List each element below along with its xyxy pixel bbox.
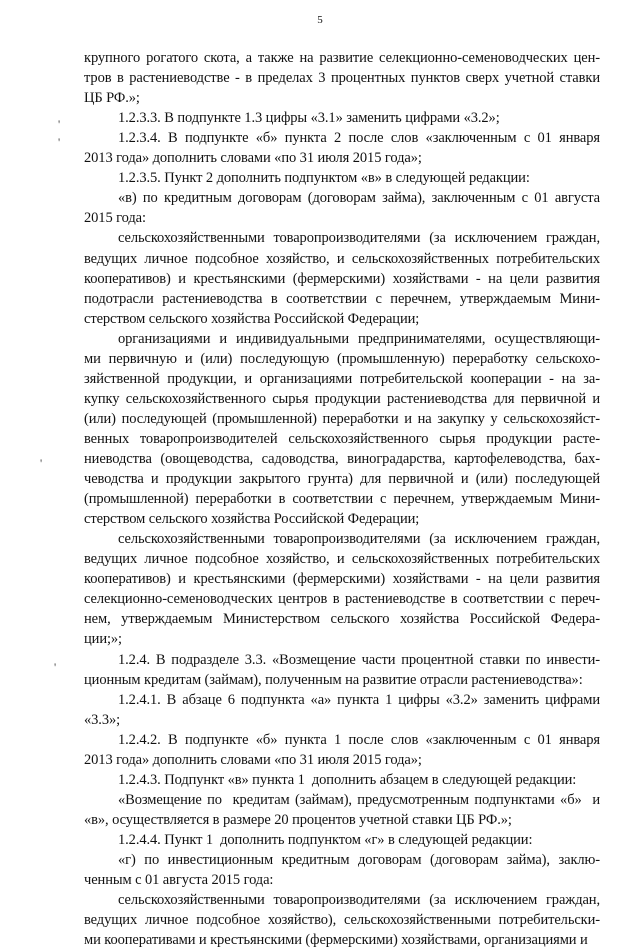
text-line: сельскохозяйственными товаропроизводителями (за исключением граждан, [118, 531, 600, 548]
text-line: 1.2.4.2. В подпункте «б» пункта 1 после слов «заключенным с 01 января [118, 731, 600, 748]
text-line: ниеводства (овощеводства, садоводства, виноградарства, картофелеводства, бах- [84, 451, 600, 467]
text-line: тров в растениеводстве - в пределах 3 процентных пунктов сверх учетной ставки [84, 70, 600, 87]
text-line: 1.2.4.3. Подпункт «в» пункта 1 дополнить абзацем в следующей редакции: [118, 771, 577, 788]
text-line: сельскохозяйственными товаропроизводителями (за исключением граждан, [118, 892, 600, 909]
text-line: венных товаропроизводителей сельскохозяйственного сырья продукции расте- [84, 430, 600, 447]
text-line: ционным кредитам (займам), полученным на развитие отрасли растениеводства»: [84, 671, 583, 688]
margin-mark: ' [54, 660, 57, 674]
text-line: 1.2.3.3. В подпункте 1.3 цифры «3.1» заменить цифрами «3.2»; [118, 110, 500, 127]
margin-mark: ' [58, 135, 61, 149]
text-line: «3.3»; [84, 711, 121, 728]
text-line: 1.2.3.4. В подпункте «б» пункта 2 после слов «заключенным с 01 января [118, 130, 600, 147]
text-line: ЦБ РФ.»; [84, 90, 140, 107]
text-line: «в», осуществляется в размере 20 процентов учетной ставки ЦБ РФ.»; [84, 811, 512, 828]
text-line: купку сельскохозяйственного сырья продукции растениеводства для первичной и [84, 390, 600, 407]
text-line: 1.2.3.5. Пункт 2 дополнить подпунктом «в» в следующей редакции: [118, 170, 530, 187]
text-line: «г) по инвестиционным кредитным договорам (договорам займа), заклю- [118, 852, 600, 868]
text-line: «в) по кредитным договорам (договорам займа), заключенным с 01 августа [118, 190, 600, 207]
text-line: 2013 года» дополнить словами «по 31 июля 2015 года»; [84, 751, 422, 768]
text-line: стерством сельского хозяйства Российской Федерации; [84, 310, 420, 327]
text-line: ции;»; [84, 631, 122, 648]
text-line: ведущих личное подсобное хозяйство), сельскохозяйственными потребительски- [84, 912, 600, 929]
margin-mark: ' [40, 456, 43, 470]
text-line: 1.2.4.1. В абзаце 6 подпункта «а» пункта 1 цифры «3.2» заменить цифрами [118, 691, 600, 708]
text-line: крупного рогатого скота, а также на развитие селекционно-семеноводческих цен- [84, 50, 600, 66]
text-line: сельскохозяйственными товаропроизводителями (за исключением граждан, [118, 230, 600, 247]
text-line: ведущих личное подсобное хозяйство, и сельскохозяйственных потребительских [84, 551, 600, 568]
text-line: кооперативов) и крестьянскими (фермерскими) хозяйствами - на цели развития [84, 571, 600, 588]
text-line: 2015 года: [84, 210, 146, 227]
text-line: подотрасли растениеводства в соответствии с перечнем, утверждаемым Мини- [84, 290, 600, 307]
text-line: нем, утверждаемым Министерством сельского хозяйства Российской Федера- [84, 611, 600, 628]
text-line: организациями и индивидуальными предпринимателями, осуществляющи- [118, 330, 600, 347]
text-line: чеводства и продукции закрытого грунта) для первичной и (или) последующей [84, 471, 600, 488]
text-line: 1.2.4.4. Пункт 1 дополнить подпунктом «г» в следующей редакции: [118, 831, 533, 848]
text-line: ми первичную и (или) последующую (промышленную) переработку сельскохо- [84, 350, 600, 367]
text-line: 1.2.4. В подразделе 3.3. «Возмещение части процентной ставки по инвести- [118, 651, 600, 668]
text-line: (промышленной) переработки в соответствии с перечнем, утверждаемым Мини- [84, 491, 600, 508]
text-line: ченным с 01 августа 2015 года: [84, 872, 274, 889]
text-line: кооперативов) и крестьянскими (фермерскими) хозяйствами - на цели развития [84, 270, 600, 287]
text-line: селекционно-семеноводческих центров в растениеводстве в соответствии с переч- [84, 591, 600, 608]
text-line: ми кооперативами и крестьянскими (фермерскими) хозяйствами, организациями и [84, 932, 588, 949]
page-number: 5 [317, 14, 323, 26]
text-line: «Возмещение по кредитам (займам), предусмотренным подпунктами «б» и [118, 791, 600, 808]
margin-mark: ' [58, 117, 61, 131]
text-line: стерством сельского хозяйства Российской Федерации; [84, 511, 420, 528]
text-line: 2013 года» дополнить словами «по 31 июля 2015 года»; [84, 150, 422, 167]
text-line: (или) последующей (промышленной) переработки и на закупку у сельскохозяйст- [84, 410, 600, 427]
text-line: ведущих личное подсобное хозяйство, и сельскохозяйственных потребительских [84, 250, 600, 267]
text-line: зяйственной продукции, и организациями потребительской кооперации - на за- [84, 370, 600, 387]
